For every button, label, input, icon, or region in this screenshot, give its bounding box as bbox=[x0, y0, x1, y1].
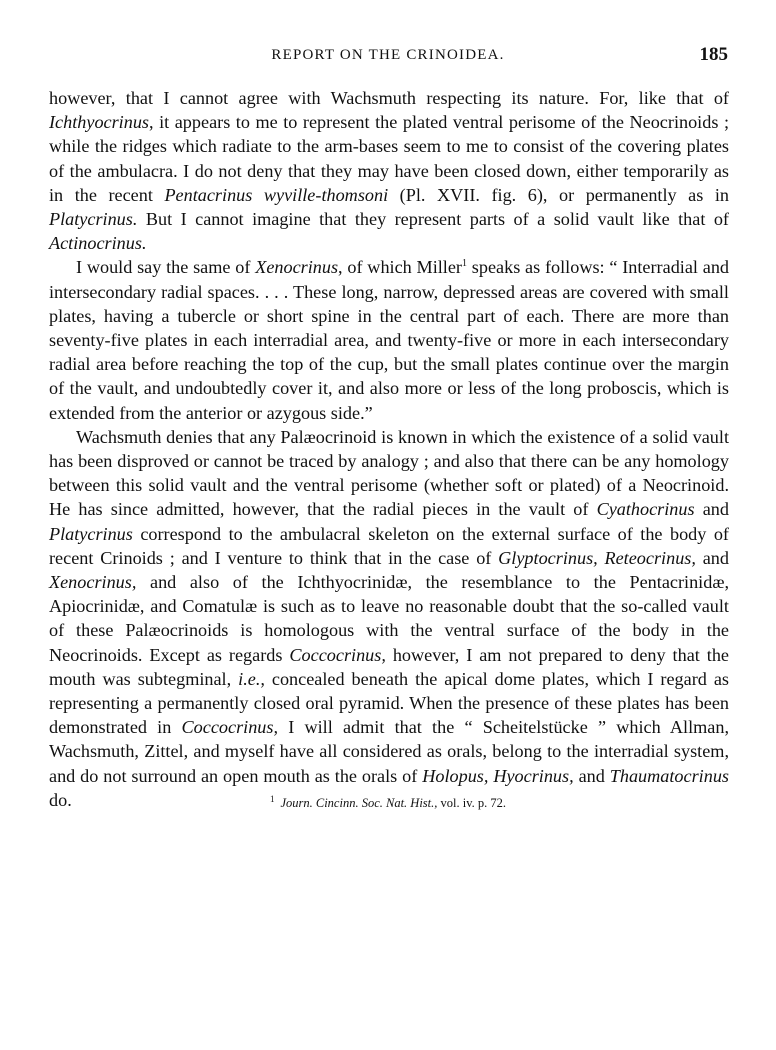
text-run: however, that I cannot agree with Wachsmuth respecting its nature. For, like that of bbox=[49, 88, 729, 108]
text-run: correspond to the ambulacral skeleton on the external surface of the body of recent Crinoids ; and I venture to think that in the case of bbox=[49, 523, 729, 568]
taxon-name: Xenocrinus, bbox=[49, 572, 137, 593]
taxon-name: Coccocrinus, bbox=[181, 717, 279, 738]
taxon-name: Holopus, Hyocrinus, bbox=[422, 765, 574, 786]
text-run: speaks as follows: “ Interradial and intersecondary radial spaces. . . . These long, narrow, depressed areas are covered with small plates, having a tubercle or short spine in the central part of each. There are more than seventy-five plates in each interradial area, and twenty-five or more in each intersecondary radial area before reaching the top of the cup, but the small plates continue over the margin of the vault, and undoubtedly cover it, and also more or less of the long proboscis, which is extended from the anterior or azygous side.” bbox=[49, 257, 730, 423]
paragraph-3 bbox=[49, 425, 729, 812]
text-run: (Pl. XVII. fig. 6), or permanently as in bbox=[388, 184, 730, 205]
footnote-marker: 1 bbox=[269, 793, 275, 804]
text-run: and also of the Ichthyocrinidæ, the resemblance to the Pentacrinidæ, Apiocrinidæ, and Comatulæ is such as to leave no reasonable doubt that the so-called vault of these Palæocrinoids is homologous with the ventral surface of the body in the Neocrinoids. Except as regards bbox=[49, 572, 729, 665]
abbreviation: i.e., bbox=[238, 668, 265, 689]
body-text bbox=[49, 86, 729, 812]
text-run: But I cannot imagine that they represent parts of a solid vault like that of bbox=[137, 209, 729, 230]
taxon-name: Xenocrinus bbox=[255, 257, 339, 278]
text-run: concealed beneath the apical dome plates, which I regard as representing a permanently closed oral pyramid. When the presence of these plates has been demonstrated in bbox=[49, 668, 729, 738]
taxon-name: Pentacrinus wyville-thomsoni bbox=[164, 184, 389, 205]
taxon-name: Coccocrinus, bbox=[289, 644, 386, 665]
text-run: and bbox=[695, 547, 729, 568]
taxon-name: Thaumatocrinus bbox=[609, 765, 729, 786]
footnote-reference: 1 bbox=[462, 258, 467, 270]
text-run: however, I am not prepared to deny that the mouth was subtegminal, bbox=[49, 644, 729, 689]
text-run: and bbox=[573, 765, 610, 786]
page-number: 185 bbox=[699, 44, 728, 65]
taxon-name: Platycrinus bbox=[49, 523, 133, 544]
text-run: , it appears to me to represent the plated ventral perisome of the Neocrinoids ; while the ridges which radiate to the arm-bases seem to me to consist of the covering plates of the ambulacra. I do not deny that they may have been closed down, either temporarily as in the recent bbox=[49, 112, 729, 205]
text-run: Wachsmuth denies that any Palæocrinoid is known in which the existence of a solid vault has been disproved or cannot be traced by analogy ; and also that there can be any homology between this solid vault and the ventral perisome (whether soft or plated) of a Neocrinoid. He has since admitted, however, that the radial pieces in the vault of bbox=[49, 426, 729, 520]
running-header bbox=[48, 44, 728, 66]
paragraph-2 bbox=[49, 255, 729, 424]
taxon-name: Platycrinus. bbox=[49, 209, 138, 230]
taxon-name: Actinocrinus. bbox=[49, 233, 147, 254]
text-run: , of which Miller bbox=[338, 257, 462, 278]
footnote-citation: vol. iv. p. 72. bbox=[437, 796, 507, 810]
taxon-name: Ichthyocrinus bbox=[49, 112, 150, 133]
taxon-name: Glyptocrinus, Reteocrinus, bbox=[498, 547, 696, 568]
text-run: I would say the same of bbox=[76, 257, 256, 278]
text-run: and bbox=[694, 499, 729, 520]
taxon-name: Cyathocrinus bbox=[596, 499, 695, 520]
running-title: REPORT ON THE CRINOIDEA. bbox=[271, 47, 505, 63]
text-run: I will admit that the “ Scheitelstücke ” which Allman, Wachsmuth, Zittel, and myself have all considered as orals, belong to the interradial system, and do not surround an open mouth as the orals of bbox=[49, 717, 729, 786]
paragraph-1 bbox=[49, 86, 729, 255]
footnote-source: Journ. Cincinn. Soc. Nat. Hist., bbox=[280, 796, 438, 810]
footnote bbox=[0, 793, 776, 811]
text-run: do. bbox=[49, 789, 72, 810]
